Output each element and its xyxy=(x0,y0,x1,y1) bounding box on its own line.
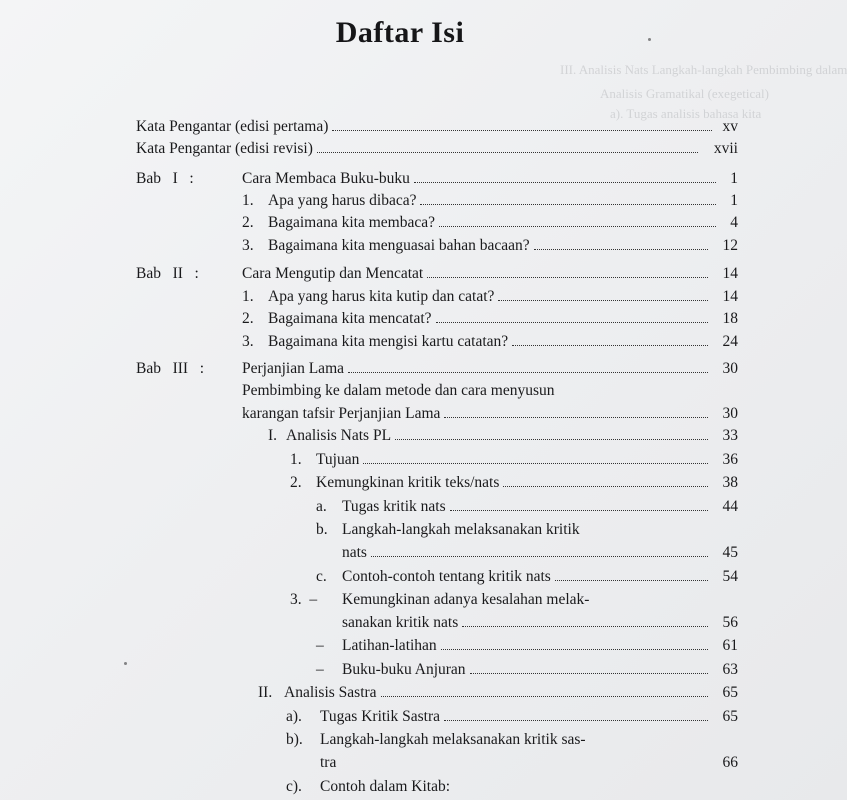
item-number: a). xyxy=(286,708,302,725)
dot-leader xyxy=(462,614,708,627)
toc-row xyxy=(0,360,800,382)
page-title: Daftar Isi xyxy=(335,16,465,49)
dot-leader xyxy=(450,498,708,511)
toc-entry-text: karangan tafsir Perjanjian Lama xyxy=(242,405,441,422)
toc-entry-text: Tugas Kritik Sastra xyxy=(320,708,440,725)
dot-leader xyxy=(444,708,708,721)
toc-row xyxy=(0,568,800,590)
dot-leader xyxy=(332,118,712,131)
toc-entry-text: Kata Pengantar (edisi revisi) xyxy=(136,140,313,157)
dot-leader xyxy=(441,637,708,650)
chapter-label: Bab II : xyxy=(136,265,199,282)
item-number: 2. xyxy=(290,474,302,491)
chapter-label: Bab I : xyxy=(136,170,194,187)
toc-entry-text: Pembimbing ke dalam metode dan cara menyusun xyxy=(242,382,555,399)
toc-row xyxy=(0,708,800,730)
toc-entry-text: Tugas kritik nats xyxy=(342,498,446,515)
toc-page-number: 4 xyxy=(730,214,738,231)
item-number: 3. xyxy=(242,237,254,254)
dot-leader xyxy=(348,360,708,373)
dot-leader xyxy=(555,568,708,581)
item-number: 1. xyxy=(290,451,302,468)
dot-leader xyxy=(512,333,708,346)
toc-page-number: 38 xyxy=(722,474,738,491)
item-number: b. xyxy=(316,521,328,538)
toc-page-number: 1 xyxy=(730,192,738,209)
item-number: – xyxy=(316,661,324,678)
toc-entry-text: Contoh dalam Kitab: xyxy=(320,778,451,795)
item-number: 1. xyxy=(242,192,254,209)
toc-row xyxy=(0,684,800,706)
toc-entry-text: Cara Membaca Buku-buku xyxy=(242,170,410,187)
toc-page-number: 65 xyxy=(722,708,738,725)
toc-row xyxy=(0,405,800,427)
dot-leader xyxy=(439,214,716,227)
toc-row xyxy=(0,140,800,162)
toc-entry-text: Langkah-langkah melaksanakan kritik sas- xyxy=(320,731,586,748)
chapter-label: Bab III : xyxy=(136,360,205,377)
item-number: 1. xyxy=(242,288,254,305)
bleed-through-line-2: Analisis Gramatikal (exegetical) xyxy=(600,86,769,101)
toc-entry-text: Apa yang harus dibaca? xyxy=(268,192,417,209)
toc-entry-text: Apa yang harus kita kutip dan catat? xyxy=(268,288,495,305)
dot-leader xyxy=(534,237,708,250)
toc-page-number: 33 xyxy=(722,427,738,444)
dot-leader xyxy=(414,170,716,183)
toc-page-number: 30 xyxy=(722,405,738,422)
dot-leader xyxy=(317,140,698,153)
toc-row xyxy=(0,333,800,355)
dot-leader xyxy=(498,288,708,301)
toc-page-number: 44 xyxy=(722,498,738,515)
toc-entry-text: Bagaimana kita menguasai bahan bacaan? xyxy=(268,237,530,254)
toc-row xyxy=(0,214,800,236)
toc-entry-text: Kata Pengantar (edisi pertama) xyxy=(136,118,329,135)
dot-leader xyxy=(363,451,708,464)
toc-page-number: 66 xyxy=(722,754,738,771)
toc-row xyxy=(0,192,800,214)
toc-entry-text: Perjanjian Lama xyxy=(242,360,344,377)
toc-entry-text: Tujuan xyxy=(316,451,360,468)
toc-entry-text: Kemungkinan adanya kesalahan melak- xyxy=(342,591,590,608)
item-number: b). xyxy=(286,731,303,748)
toc-entry-text: Bagaimana kita mengisi kartu catatan? xyxy=(268,333,509,350)
toc-entry-text: Buku-buku Anjuran xyxy=(342,661,466,678)
toc-row xyxy=(0,614,800,636)
toc-row xyxy=(0,427,800,449)
toc-row xyxy=(0,661,800,683)
item-number: a. xyxy=(316,498,327,515)
toc-page-number: xvii xyxy=(713,140,738,157)
toc-row xyxy=(0,170,800,192)
dot-leader xyxy=(503,474,708,487)
dot-leader xyxy=(395,427,708,440)
toc-page-number: 18 xyxy=(722,310,738,327)
toc-page-number: 1 xyxy=(730,170,738,187)
toc-page-number: xv xyxy=(722,118,738,135)
dot-leader xyxy=(470,661,708,674)
toc-page-number: 30 xyxy=(722,360,738,377)
toc-row xyxy=(0,118,800,140)
toc-page-number: 12 xyxy=(722,237,738,254)
toc-row xyxy=(0,731,800,753)
toc-row xyxy=(0,451,800,473)
toc-row xyxy=(0,498,800,520)
toc-entry-text: Analisis Nats PL xyxy=(286,427,392,444)
ink-speck xyxy=(648,38,651,41)
toc-entry-text: Bagaimana kita mencatat? xyxy=(268,310,432,327)
dot-leader xyxy=(420,192,716,205)
dot-leader xyxy=(381,684,708,697)
toc-page-number: 45 xyxy=(722,544,738,561)
toc-entry-text: Contoh-contoh tentang kritik nats xyxy=(342,568,551,585)
dot-leader xyxy=(444,405,708,418)
item-number: – xyxy=(316,637,324,654)
item-number: I. xyxy=(268,427,278,444)
toc-row xyxy=(0,754,800,776)
toc-page-number: 14 xyxy=(722,265,738,282)
toc-page-number: 65 xyxy=(722,684,738,701)
toc-row xyxy=(0,474,800,496)
dot-leader xyxy=(427,265,708,278)
toc-page-number: 56 xyxy=(722,614,738,631)
toc-row xyxy=(0,265,800,287)
toc-page-number: 63 xyxy=(722,661,738,678)
toc-page-number: 14 xyxy=(722,288,738,305)
toc-page-number: 54 xyxy=(722,568,738,585)
toc-row xyxy=(0,544,800,566)
toc-row xyxy=(0,237,800,259)
toc-row xyxy=(0,288,800,310)
toc-entry-text: Cara Mengutip dan Mencatat xyxy=(242,265,424,282)
toc-entry-text: Kemungkinan kritik teks/nats xyxy=(316,474,500,491)
item-number: c. xyxy=(316,568,327,585)
dot-leader xyxy=(436,310,708,323)
toc-row xyxy=(0,521,800,543)
toc-page-number: 24 xyxy=(722,333,738,350)
toc-row xyxy=(0,637,800,659)
item-number: c). xyxy=(286,778,302,795)
toc-entry-text: Langkah-langkah melaksanakan kritik xyxy=(342,521,580,538)
toc-page-number: 36 xyxy=(722,451,738,468)
dot-leader xyxy=(371,544,708,557)
bleed-through-line-3: a). Tugas analisis bahasa kita xyxy=(610,106,762,121)
toc-row xyxy=(0,591,800,613)
toc-row xyxy=(0,310,800,332)
toc-entry-text: Latihan-latihan xyxy=(342,637,437,654)
toc-entry-text: Bagaimana kita membaca? xyxy=(268,214,435,231)
toc-entry-text: tra xyxy=(320,754,337,771)
item-number: 2. xyxy=(242,214,254,231)
toc-row xyxy=(0,382,800,404)
toc-entry-text: Analisis Sastra xyxy=(284,684,377,701)
item-number: 3. – xyxy=(290,591,318,608)
toc-row xyxy=(0,778,800,800)
toc-page-number: 61 xyxy=(722,637,738,654)
toc-entry-text: sanakan kritik nats xyxy=(342,614,459,631)
item-number: 3. xyxy=(242,333,254,350)
toc-entry-text: nats xyxy=(342,544,367,561)
bleed-through-line-1: III. Analisis Nats Langkah-langkah Pembimbing dalam xyxy=(560,62,847,77)
item-number: II. xyxy=(258,684,273,701)
item-number: 2. xyxy=(242,310,254,327)
